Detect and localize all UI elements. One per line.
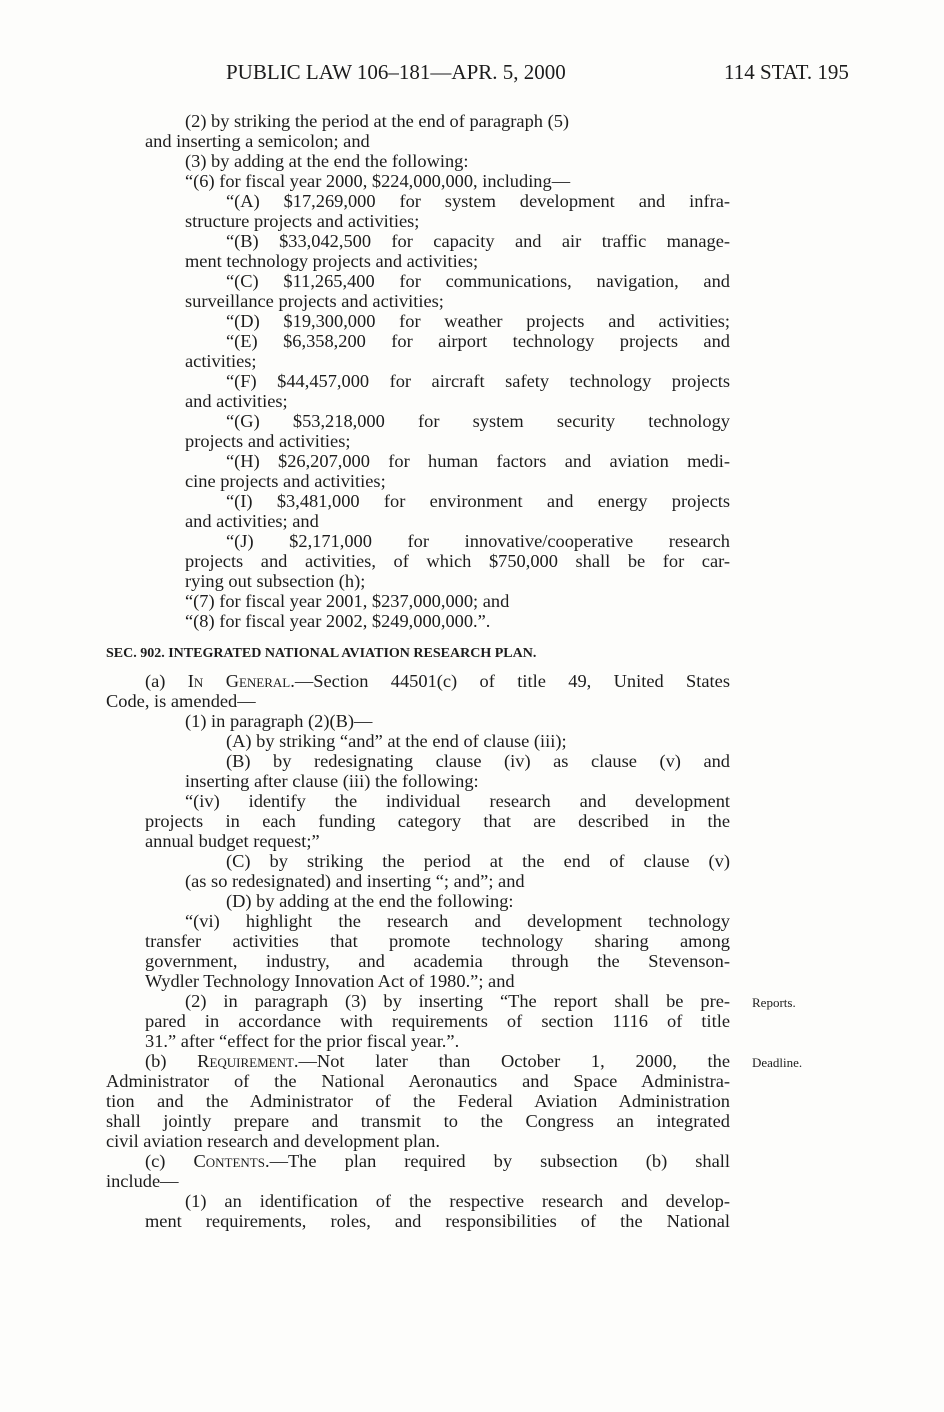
text-line: (A) by striking “and” at the end of clause (iii);	[226, 731, 567, 751]
text-line: (B) by redesignating clause (iv) as clause (v) and	[226, 751, 730, 771]
text-line: “(A) $17,269,000 for system development and infra-	[226, 191, 730, 211]
text-line: shall jointly prepare and transmit to the Congress an integrated	[106, 1111, 730, 1131]
text-line: “(H) $26,207,000 for human factors and aviation medi-	[226, 451, 730, 471]
text-line: inserting after clause (iii) the following:	[185, 771, 479, 791]
text-line: (2) in paragraph (3) by inserting “The report shall be pre-	[185, 991, 730, 1011]
text-line: include—	[106, 1171, 179, 1191]
subsection-b-line	[145, 1051, 730, 1071]
text-line: “(6) for fiscal year 2000, $224,000,000, including—	[185, 171, 571, 191]
text-line: “(B) $33,042,500 for capacity and air traffic manage-	[226, 231, 730, 251]
text-line: Code, is amended—	[106, 691, 256, 711]
text-line: civil aviation research and development plan.	[106, 1131, 440, 1151]
text-line: government, industry, and academia through the Stevenson-	[145, 951, 730, 971]
text-line: “(J) $2,171,000 for innovative/cooperative research	[226, 531, 730, 551]
subsection-a-text: —Section 44501(c) of title 49, United States	[294, 671, 730, 691]
text-line: and inserting a semicolon; and	[145, 131, 370, 151]
text-line: “(F) $44,457,000 for aircraft safety technology projects	[226, 371, 730, 391]
margin-note-deadline: Deadline.	[752, 1055, 803, 1070]
text-line: “(D) $19,300,000 for weather projects and activities;	[226, 311, 730, 331]
text-line: (2) by striking the period at the end of paragraph (5)	[185, 111, 570, 131]
text-line: and activities; and	[185, 511, 319, 531]
text-line: surveillance projects and activities;	[185, 291, 444, 311]
text-line: “(G) $53,218,000 for system security technology	[226, 411, 730, 431]
text-line: (1) an identification of the respective research and develop-	[185, 1191, 730, 1211]
text-line: “(iv) identify the individual research and development	[185, 791, 730, 811]
subsection-a-caption: In General.	[187, 671, 295, 691]
text-line: rying out subsection (h);	[185, 571, 366, 591]
text-line: ment technology projects and activities;	[185, 251, 479, 271]
text-line: ment requirements, roles, and responsibilities of the National	[145, 1211, 730, 1231]
subsection-b-label: (b)	[145, 1051, 198, 1071]
subsection-b-text: —Not later than October 1, 2000, the	[298, 1051, 731, 1071]
running-header	[0, 60, 944, 90]
subsection-a-label: (a)	[145, 671, 188, 691]
text-line: (3) by adding at the end the following:	[185, 151, 469, 171]
text-line: “(C) $11,265,400 for communications, navigation, and	[226, 271, 730, 291]
text-line: 31.” after “effect for the prior fiscal year.”.	[145, 1031, 460, 1051]
subsection-a-line	[145, 671, 730, 691]
text-line: (as so redesignated) and inserting “; and”; and	[185, 871, 525, 891]
text-line: structure projects and activities;	[185, 211, 420, 231]
subsection-c-label: (c)	[145, 1151, 194, 1171]
text-line: projects and activities;	[185, 431, 351, 451]
text-line: Wydler Technology Innovation Act of 1980.”; and	[145, 971, 515, 991]
text-line: (C) by striking the period at the end of clause (v)	[226, 851, 730, 871]
text-line: “(E) $6,358,200 for airport technology projects and	[226, 331, 730, 351]
text-line: tion and the Administrator of the Federal Aviation Administration	[106, 1091, 730, 1111]
text-line: cine projects and activities;	[185, 471, 386, 491]
text-line: (1) in paragraph (2)(B)—	[185, 711, 373, 731]
section-heading: SEC. 902. INTEGRATED NATIONAL AVIATION RESEARCH PLAN.	[106, 646, 537, 661]
text-line: activities;	[185, 351, 257, 371]
text-line: “(7) for fiscal year 2001, $237,000,000; and	[185, 591, 510, 611]
subsection-c-text: —The plan required by subsection (b) shall	[269, 1151, 730, 1171]
text-line: “(vi) highlight the research and development technology	[185, 911, 730, 931]
text-line: transfer activities that promote technology sharing among	[145, 931, 730, 951]
text-line: annual budget request;”	[145, 831, 320, 851]
subsection-c-caption: Contents.	[193, 1151, 270, 1171]
margin-note-reports: Reports.	[752, 995, 796, 1010]
subsection-c-line	[145, 1151, 730, 1171]
text-line: (D) by adding at the end the following:	[226, 891, 514, 911]
subsection-b-caption: Requirement.	[197, 1051, 299, 1071]
text-line: “(8) for fiscal year 2002, $249,000,000.”.	[185, 611, 491, 631]
text-line: projects in each funding category that are described in the	[145, 811, 730, 831]
text-line: “(I) $3,481,000 for environment and energy projects	[226, 491, 730, 511]
statute-page-number: 114 STAT. 195	[724, 60, 849, 84]
text-line: pared in accordance with requirements of section 1116 of title	[145, 1011, 730, 1031]
header-title: PUBLIC LAW 106–181—APR. 5, 2000	[226, 60, 566, 84]
text-line: Administrator of the National Aeronautics and Space Administra-	[106, 1071, 730, 1091]
text-line: and activities;	[185, 391, 288, 411]
text-line: projects and activities, of which $750,000 shall be for car-	[185, 551, 730, 571]
